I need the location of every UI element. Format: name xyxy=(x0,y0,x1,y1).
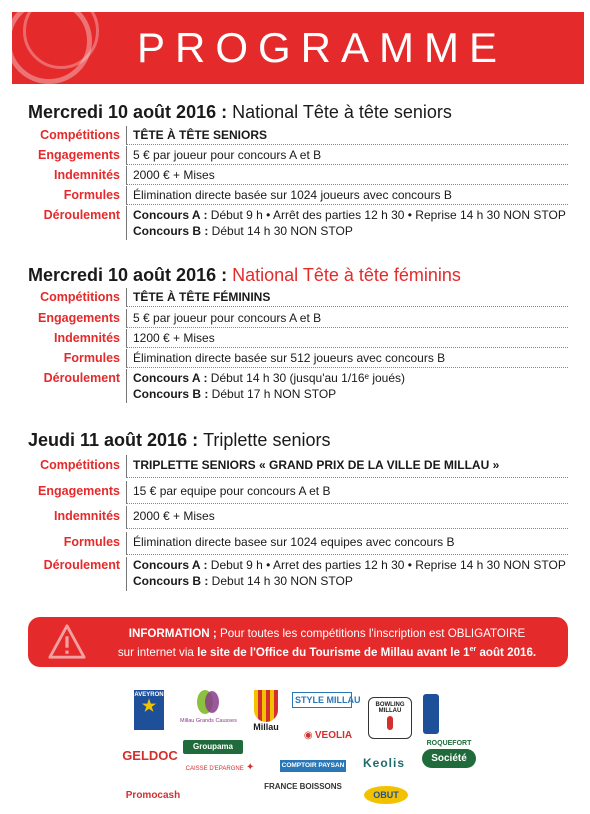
concours-a-value: Debut 9 h • Arret des parties 12 h 30 • Reprise 14 h 30 NON STOP xyxy=(207,558,566,572)
row-label: Compétitions xyxy=(40,458,120,472)
section-title xyxy=(28,102,452,123)
obut-text: OBUT xyxy=(373,790,399,800)
section-separator: : xyxy=(216,265,233,285)
concours-b-label: Concours B : xyxy=(133,387,209,401)
warning-icon xyxy=(48,623,86,661)
veolia-icon: ◉ xyxy=(303,730,313,741)
groupama-logo xyxy=(183,740,243,754)
millau-text: Millau xyxy=(253,722,279,732)
row-label: Formules xyxy=(63,535,120,549)
information-text xyxy=(88,626,566,661)
concours-b xyxy=(133,386,568,402)
promocash-text: Promocash xyxy=(125,790,181,801)
competition-name: TÊTE À TÊTE SENIORS xyxy=(133,128,268,142)
millau-grands-causses-text: Millau Grands Causses xyxy=(180,718,237,724)
section-title xyxy=(28,430,330,451)
row-label: Formules xyxy=(63,188,120,202)
concours-a-value: Début 14 h 30 (jusqu'au 1/16ᵉ joués) xyxy=(207,371,406,385)
caisse-epargne-logo xyxy=(182,762,258,782)
millau-grands-causses-logo xyxy=(180,688,236,730)
groupama-text: Groupama xyxy=(192,742,233,751)
row-value xyxy=(126,557,568,591)
row-label: Engagements xyxy=(38,311,120,325)
ordinal-suffix: er xyxy=(469,646,477,653)
concours-a xyxy=(133,557,568,573)
comptoir-paysan-logo xyxy=(280,760,346,772)
row-value: 5 € par joueur pour concours A et B xyxy=(126,146,568,165)
concours-a-label: Concours A : xyxy=(133,558,208,572)
programme-banner xyxy=(12,12,584,84)
competition-name: TÊTE À TÊTE FÉMININS xyxy=(133,290,271,304)
row-label: Compétitions xyxy=(40,290,120,304)
row-label: Déroulement xyxy=(43,371,120,385)
concours-b xyxy=(133,573,568,589)
row-label: Engagements xyxy=(38,484,120,498)
aveyron-text: AVEYRON xyxy=(134,692,164,698)
aveyron-logo xyxy=(134,690,164,730)
keolis-text: Keolis xyxy=(362,756,405,770)
row-value xyxy=(126,288,568,307)
france-boissons-text: FRANCE BOISSONS xyxy=(264,782,342,791)
row-label: Formules xyxy=(63,351,120,365)
information-title: INFORMATION ; xyxy=(128,627,217,640)
concours-a xyxy=(133,370,568,386)
information-line-2[interactable] xyxy=(88,642,566,661)
row-value: 1200 € + Mises xyxy=(126,329,568,348)
row-value xyxy=(126,126,568,145)
section-title xyxy=(28,265,461,286)
row-value: 2000 € + Mises xyxy=(126,506,568,529)
bowling-millau-logo xyxy=(368,697,412,739)
caisse-epargne-text: CAISSE D'EPARGNE xyxy=(185,766,244,772)
comptoir-paysan-text: COMPTOIR PAYSAN xyxy=(281,762,345,769)
row-value: 15 € par equipe pour concours A et B xyxy=(126,481,568,504)
concours-a-label: Concours A : xyxy=(133,371,208,385)
promocash-logo xyxy=(120,790,186,806)
row-label: Indemnités xyxy=(54,331,120,345)
section-day: Mercredi 10 août 2016 xyxy=(28,265,217,285)
concours-b-value: Debut 14 h 30 NON STOP xyxy=(208,574,353,588)
concours-a-value: Début 9 h • Arrêt des parties 12 h 30 • Reprise 14 h 30 NON STOP xyxy=(207,208,566,222)
row-label: Déroulement xyxy=(43,558,120,572)
page-title: PROGRAMME xyxy=(136,24,507,71)
information-box xyxy=(28,617,568,667)
concours-a xyxy=(133,207,568,223)
tourism-office-link[interactable] xyxy=(197,646,536,659)
petanque-ball-icon xyxy=(6,0,92,84)
row-label: Indemnités xyxy=(54,168,120,182)
row-label: Déroulement xyxy=(43,208,120,222)
row-value xyxy=(126,369,568,403)
roquefort-societe-logo xyxy=(422,740,476,784)
competition-name: TRIPLETTE SENIORS « GRAND PRIX DE LA VILLE DE MILLAU » xyxy=(133,458,500,472)
roquefort-text: ROQUEFORT xyxy=(426,740,472,747)
leaf-icon xyxy=(193,688,223,716)
concours-a-label: Concours A : xyxy=(133,208,208,222)
information-line-2-text: sur internet via xyxy=(117,645,198,659)
section-day: Mercredi 10 août 2016 xyxy=(28,102,217,122)
section-day: Jeudi 11 août 2016 xyxy=(28,430,188,450)
information-line-1-text: Pour toutes les compétitions l'inscription est OBLIGATOIRE xyxy=(216,627,526,640)
row-value: 5 € par joueur pour concours A et B xyxy=(126,309,568,328)
deadline-date: août 2016. xyxy=(476,645,537,659)
bowling-millau-text: BOWLING MILLAU xyxy=(375,702,405,714)
row-value: Élimination directe basée sur 1024 joueurs avec concours B xyxy=(126,186,568,205)
row-label: Compétitions xyxy=(40,128,120,142)
section-event: Triplette seniors xyxy=(203,430,331,450)
france-boissons-logo xyxy=(262,782,344,800)
section-separator: : xyxy=(216,102,233,122)
section-event: National Tête à tête féminins xyxy=(232,265,461,285)
style-millau-logo xyxy=(292,692,361,722)
concours-b-label: Concours B : xyxy=(133,224,209,238)
information-line-1 xyxy=(88,626,566,642)
concours-b-label: Concours B : xyxy=(133,574,209,588)
row-label: Indemnités xyxy=(54,509,120,523)
row-value xyxy=(126,206,568,240)
pin-logo xyxy=(423,694,439,734)
millau-city-logo xyxy=(252,690,280,740)
keolis-logo xyxy=(358,756,410,778)
style-millau-text: STYLE MILLAU xyxy=(292,692,352,708)
squirrel-icon: ✦ xyxy=(245,762,255,773)
geldoc-logo xyxy=(122,748,178,772)
veolia-logo xyxy=(300,730,356,746)
concours-b-value: Début 14 h 30 NON STOP xyxy=(208,224,353,238)
row-value: Élimination directe basee sur 1024 equipes avec concours B xyxy=(126,532,568,555)
bowling-pin-icon xyxy=(387,716,393,730)
row-value xyxy=(126,455,568,478)
row-label: Engagements xyxy=(38,148,120,162)
veolia-text: VEOLIA xyxy=(314,730,353,741)
geldoc-text: GELDOC xyxy=(122,748,178,763)
row-value: Élimination directe basée sur 512 joueurs avec concours B xyxy=(126,349,568,368)
societe-text: Société xyxy=(422,749,476,768)
section-event: National Tête à tête seniors xyxy=(232,102,452,122)
tourism-office-link-text: le site de l'Office du Tourisme de Millau avant le 1 xyxy=(197,645,470,659)
row-value: 2000 € + Mises xyxy=(126,166,568,185)
concours-b xyxy=(133,223,568,239)
millau-crest-icon xyxy=(254,690,278,722)
concours-b-value: Début 17 h NON STOP xyxy=(208,387,337,401)
section-separator: : xyxy=(187,430,204,450)
obut-logo xyxy=(364,786,408,804)
star-icon: ★ xyxy=(141,698,157,715)
